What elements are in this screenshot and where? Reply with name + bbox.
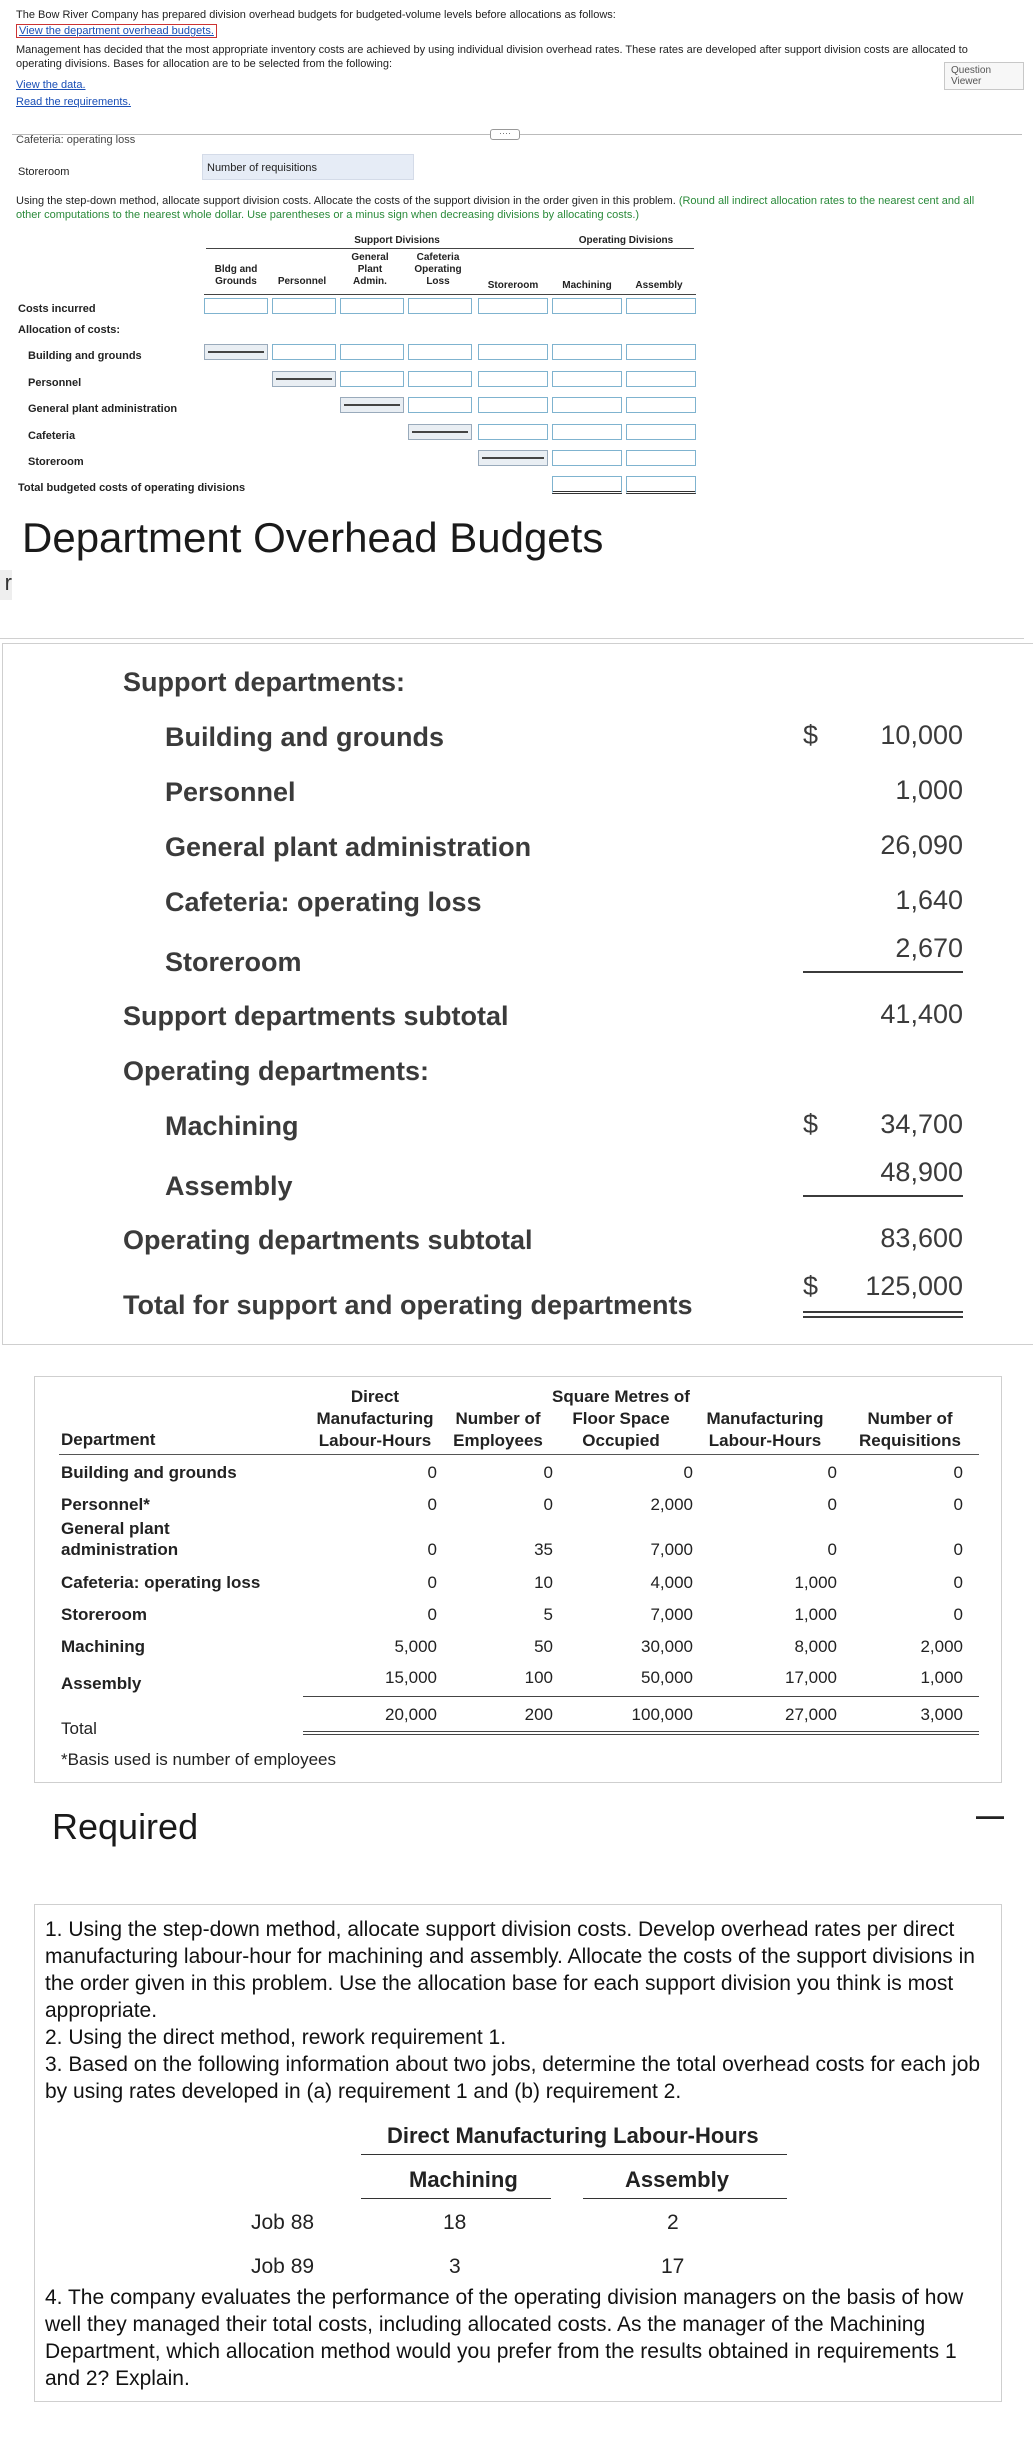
- cost-input-storeroom[interactable]: [478, 298, 548, 314]
- data-cell: 0: [953, 1540, 963, 1559]
- data-dept-machining: Machining: [61, 1637, 146, 1656]
- support-subtotal-value: 41,400: [880, 999, 963, 1029]
- alloc-personnel-machining[interactable]: [552, 371, 622, 387]
- operating-divisions-rule: [476, 248, 694, 249]
- jobs-col-rule-assembly: [583, 2198, 787, 2199]
- data-cell: 5: [543, 1605, 553, 1624]
- cost-input-personnel[interactable]: [272, 298, 336, 314]
- budget-label-assembly: Assembly: [165, 1171, 293, 1201]
- budget-dollar-machining: $: [803, 1109, 819, 1139]
- col-machining: Machining: [562, 280, 612, 291]
- header-mlh-1: Manufacturing: [706, 1409, 824, 1428]
- alloc-gpa-assembly[interactable]: [626, 397, 696, 413]
- operating-subtotal-value: 83,600: [880, 1223, 963, 1253]
- total-double-rule-2: [303, 1734, 979, 1735]
- alloc-bldg-gpa[interactable]: [340, 344, 404, 360]
- header-requisitions: [845, 1408, 975, 1452]
- cost-input-machining[interactable]: [552, 298, 622, 314]
- requirements-panel: [34, 1904, 1002, 2402]
- instruction-text: [16, 194, 1016, 222]
- support-divisions-header: Support Divisions: [354, 235, 440, 246]
- data-cell: 1,000: [794, 1573, 837, 1592]
- data-cell: 50: [534, 1637, 553, 1656]
- total-double-underline-1: [803, 1311, 963, 1313]
- row-personnel: Personnel: [28, 377, 82, 389]
- header-mlh-2: Labour-Hours: [708, 1431, 822, 1450]
- budgets-panel: [2, 643, 1033, 1345]
- data-dept-assembly: Assembly: [61, 1674, 142, 1693]
- alloc-personnel-storeroom[interactable]: [478, 371, 548, 387]
- data-cell: 0: [543, 1495, 553, 1514]
- alloc-storeroom-machining[interactable]: [552, 450, 622, 466]
- cut-off-row-label: Cafeteria: operating loss: [16, 134, 136, 146]
- cut-off-row: [16, 134, 216, 149]
- alloc-personnel-assembly[interactable]: [626, 371, 696, 387]
- col-general-plant-admin: [338, 252, 402, 288]
- data-cell: 0: [827, 1540, 837, 1559]
- data-cell: 100,000: [631, 1705, 693, 1724]
- data-dept-personnel: Personnel*: [61, 1495, 150, 1514]
- job-89-assembly: 17: [661, 2255, 685, 2278]
- management-line-2: operating divisions. Bases for allocation are to be selected from the following:: [16, 58, 393, 70]
- budgets-divider: [0, 638, 1024, 639]
- row-general-plant-admin: General plant administration: [28, 403, 178, 415]
- data-cell: 0: [953, 1495, 963, 1514]
- data-cell: 2,000: [920, 1637, 963, 1656]
- data-cell: 200: [524, 1705, 553, 1724]
- data-cell: 0: [953, 1573, 963, 1592]
- col-storeroom: Storeroom: [487, 280, 539, 291]
- support-underline: [803, 971, 963, 973]
- header-employees-2: Employees: [453, 1431, 543, 1450]
- budget-label-cafeteria: Cafeteria: operating loss: [165, 887, 482, 917]
- row-building-grounds: Building and grounds: [28, 350, 142, 362]
- grand-total-value: 125,000: [865, 1271, 963, 1301]
- expand-dots-button[interactable]: ····: [490, 129, 520, 140]
- header-floor-2: Floor Space: [572, 1409, 670, 1428]
- jobs-header-rule: [361, 2154, 787, 2155]
- data-cell: 0: [427, 1540, 437, 1559]
- job-88-label: Job 88: [251, 2211, 315, 2234]
- budget-label-personnel: Personnel: [165, 777, 296, 807]
- header-dmlh-2: Manufacturing: [316, 1409, 434, 1428]
- alloc-bldg-storeroom[interactable]: [478, 344, 548, 360]
- requirement-2: 2. Using the direct method, rework requirement 1.: [45, 2026, 507, 2049]
- data-cell: 2,000: [650, 1495, 693, 1514]
- instruction-parentheses-note: other computations to the nearest whole dollar. Use parentheses or a minus sign when decreasing divisions by allocating costs.): [16, 209, 640, 221]
- data-dept-bldg: Building and grounds: [61, 1463, 237, 1482]
- operating-divisions-header: Operating Divisions: [578, 235, 674, 246]
- instruction-main: Using the step-down method, allocate support division costs. Allocate the costs of the support division in the order given in this problem.: [16, 195, 676, 207]
- data-cell: 8,000: [794, 1637, 837, 1656]
- header-mlh: [695, 1408, 835, 1452]
- question-viewer-button[interactable]: Question Viewer: [944, 62, 1024, 90]
- data-dept-total: Total: [61, 1719, 97, 1738]
- header-req-1: Number of: [867, 1409, 953, 1428]
- header-floor-3: Occupied: [582, 1431, 660, 1450]
- storeroom-basis-field[interactable]: [202, 154, 414, 180]
- data-cell: 1,000: [794, 1605, 837, 1624]
- col-gpa-line3: Admin.: [353, 276, 387, 287]
- data-cell: 27,000: [785, 1705, 837, 1724]
- budget-label-bldg: Building and grounds: [165, 722, 444, 752]
- alloc-bldg-cafeteria[interactable]: [408, 344, 472, 360]
- alloc-storeroom-assembly[interactable]: [626, 450, 696, 466]
- budget-value-gpa: 26,090: [880, 830, 963, 860]
- total-assembly-input[interactable]: [626, 476, 696, 494]
- cost-input-bldg[interactable]: [204, 298, 268, 314]
- jobs-col-rule-machining: [361, 2198, 551, 2199]
- data-cell: 0: [953, 1463, 963, 1482]
- data-cell: 10: [534, 1573, 553, 1592]
- requirement-4: 4. The company evaluates the performance of the operating division managers on the basis of how well they managed their total costs, including allocated costs. As the manager of the Machining Department, which allocation method would you prefer from the results obtained in requirements 1 and 2? Explain.: [45, 2286, 964, 2390]
- data-dept-gpa-1: General plant: [61, 1519, 170, 1538]
- data-cell: 0: [827, 1495, 837, 1514]
- total-double-underline-2: [803, 1316, 963, 1318]
- budget-value-machining: 34,700: [880, 1109, 963, 1139]
- row-allocation-of-costs: Allocation of costs:: [18, 324, 121, 336]
- job-88-machining: 18: [443, 2211, 467, 2234]
- view-budgets-link[interactable]: View the department overhead budgets.: [16, 24, 217, 38]
- storeroom-basis-label: Storeroom: [18, 166, 70, 178]
- budget-dollar-bldg: $: [803, 720, 819, 750]
- alloc-gpa-machining[interactable]: [552, 397, 622, 413]
- header-req-2: Requisitions: [858, 1431, 961, 1450]
- support-divisions-rule: [206, 248, 476, 249]
- alloc-gpa-storeroom[interactable]: [478, 397, 548, 413]
- alloc-cafeteria-assembly[interactable]: [626, 424, 696, 440]
- header-floor-space: [541, 1386, 701, 1452]
- data-cell: 7,000: [650, 1605, 693, 1624]
- storeroom-basis-value: Number of requisitions: [207, 162, 318, 174]
- col-bldg-line1: Bldg and: [214, 264, 258, 275]
- header-employees-1: Number of: [455, 1409, 541, 1428]
- total-machining-input[interactable]: [552, 476, 622, 494]
- budget-value-personnel: 1,000: [895, 775, 963, 805]
- job-88-assembly: 2: [667, 2211, 679, 2234]
- budget-label-machining: Machining: [165, 1111, 299, 1141]
- data-cell: 50,000: [641, 1668, 693, 1687]
- data-cell: 7,000: [650, 1540, 693, 1559]
- operating-underline: [803, 1195, 963, 1197]
- col-gpa-line2: Plant: [357, 264, 383, 275]
- operating-departments-header: Operating departments:: [123, 1056, 430, 1086]
- header-employees: [443, 1408, 553, 1452]
- row-storeroom: Storeroom: [28, 456, 84, 468]
- requirement-3: 3. Based on the following information about two jobs, determine the total overhead costs for each job by using rates developed in (a) requirement 1 and (b) requirement 2.: [45, 2053, 981, 2103]
- data-table-panel: [34, 1376, 1002, 1783]
- data-cell: 3,000: [920, 1705, 963, 1724]
- data-cell: 0: [683, 1463, 693, 1482]
- column-header-rule: [204, 294, 696, 295]
- data-cell: 0: [427, 1495, 437, 1514]
- col-assembly: Assembly: [635, 280, 683, 291]
- alloc-cafeteria-cafeteria[interactable]: [408, 424, 472, 440]
- header-dmlh-1: Direct: [350, 1387, 400, 1406]
- alloc-personnel-cafeteria[interactable]: [408, 371, 472, 387]
- data-cell: 0: [543, 1463, 553, 1482]
- cost-input-cafeteria[interactable]: [408, 298, 472, 314]
- total-rule: [303, 1696, 979, 1697]
- alloc-bldg-personnel[interactable]: [272, 344, 336, 360]
- total-double-rule-1: [303, 1731, 979, 1732]
- data-cell: 20,000: [385, 1705, 437, 1724]
- budget-value-cafeteria: 1,640: [895, 885, 963, 915]
- management-line-1: Management has decided that the most appropriate inventory costs are achieved by using individual division overhead rates. These rates are developed after support division costs are allocated to: [16, 44, 968, 56]
- row-cafeteria: Cafeteria: [28, 430, 76, 442]
- alloc-bldg-machining[interactable]: [552, 344, 622, 360]
- jobs-col-assembly: Assembly: [625, 2167, 729, 2192]
- data-cell: 30,000: [641, 1637, 693, 1656]
- operating-subtotal-label: Operating departments subtotal: [123, 1225, 533, 1255]
- alloc-cafeteria-storeroom[interactable]: [478, 424, 548, 440]
- cost-input-assembly[interactable]: [626, 298, 696, 314]
- support-subtotal-label: Support departments subtotal: [123, 1001, 509, 1031]
- minimize-button[interactable]: —: [976, 1800, 1004, 1831]
- col-gpa-line1: General: [351, 252, 389, 263]
- instruction-round-note: (Round all indirect allocation rates to the nearest cent and all: [678, 195, 975, 207]
- data-dept-gpa: [61, 1518, 178, 1560]
- jobs-col-machining: Machining: [409, 2167, 518, 2192]
- read-requirements-link[interactable]: Read the requirements.: [16, 96, 131, 108]
- header-department: Department: [61, 1430, 156, 1449]
- col-cafeteria: [406, 252, 470, 288]
- header-floor-1: Square Metres of: [552, 1387, 690, 1406]
- data-cell: 5,000: [394, 1637, 437, 1656]
- alloc-bldg-assembly[interactable]: [626, 344, 696, 360]
- data-cell: 0: [427, 1573, 437, 1592]
- data-cell: 35: [534, 1540, 553, 1559]
- row-costs-incurred: Costs incurred: [18, 303, 96, 315]
- data-dept-gpa-2: administration: [61, 1540, 179, 1559]
- required-title: Required: [52, 1806, 199, 1847]
- alloc-personnel-gpa[interactable]: [340, 371, 404, 387]
- row-total-budgeted: Total budgeted costs of operating divisions: [18, 482, 246, 494]
- budget-label-storeroom: Storeroom: [165, 947, 302, 977]
- budget-value-bldg: 10,000: [880, 720, 963, 750]
- alloc-gpa-gpa[interactable]: [340, 397, 404, 413]
- data-cell: 1,000: [920, 1668, 963, 1687]
- grand-total-label: Total for support and operating departments: [123, 1290, 693, 1320]
- budget-value-assembly: 48,900: [880, 1157, 963, 1187]
- col-cafeteria-line3: Loss: [426, 276, 450, 287]
- management-text: [16, 43, 1006, 71]
- alloc-personnel-personnel[interactable]: [272, 371, 336, 387]
- requirement-1: 1. Using the step-down method, allocate support division costs. Develop overhead rates per direct manufacturing labour-hour for machining and assembly. Allocate the costs of the support divisions in the order given in this problem. Use the allocation base for each support division you think is most appropriate.: [45, 1918, 975, 2022]
- data-dept-cafeteria: Cafeteria: operating loss: [61, 1573, 261, 1592]
- data-cell: 17,000: [785, 1668, 837, 1687]
- budget-value-storeroom: 2,670: [895, 933, 963, 963]
- grand-total-dollar: $: [803, 1271, 819, 1301]
- budgets-title: Department Overhead Budgets: [22, 514, 604, 561]
- data-dept-storeroom: Storeroom: [61, 1605, 147, 1624]
- data-cell: 0: [427, 1605, 437, 1624]
- alloc-bldg-bldg[interactable]: [204, 344, 268, 360]
- alloc-storeroom-storeroom[interactable]: [478, 450, 548, 466]
- col-cafeteria-line2: Operating: [414, 264, 462, 275]
- header-rule: [59, 1454, 979, 1455]
- view-data-link[interactable]: View the data.: [16, 79, 86, 91]
- alloc-cafeteria-machining[interactable]: [552, 424, 622, 440]
- job-89-machining: 3: [449, 2255, 461, 2278]
- data-cell: 100: [524, 1668, 553, 1687]
- data-cell: 0: [827, 1463, 837, 1482]
- header-dmlh-3: Labour-Hours: [318, 1431, 432, 1450]
- footnote: *Basis used is number of employees: [61, 1750, 336, 1769]
- side-tab[interactable]: r: [0, 570, 12, 600]
- jobs-header: Direct Manufacturing Labour-Hours: [387, 2123, 759, 2148]
- data-cell: 4,000: [650, 1573, 693, 1592]
- col-personnel: Personnel: [277, 276, 327, 287]
- col-bldg-line2: Grounds: [215, 276, 257, 287]
- support-departments-header: Support departments:: [123, 667, 406, 697]
- col-bldg-grounds: [204, 264, 268, 288]
- budget-label-gpa: General plant administration: [165, 832, 532, 862]
- col-cafeteria-line1: Cafeteria: [416, 252, 460, 263]
- data-cell: 0: [427, 1463, 437, 1482]
- data-cell: 15,000: [385, 1668, 437, 1687]
- cost-input-gpa[interactable]: [340, 298, 404, 314]
- header-dmlh: [295, 1386, 455, 1452]
- job-89-label: Job 89: [251, 2255, 315, 2278]
- alloc-gpa-cafeteria[interactable]: [408, 397, 472, 413]
- data-cell: 0: [953, 1605, 963, 1624]
- intro-text: The Bow River Company has prepared division overhead budgets for budgeted-volume levels before allocations as follows:: [16, 9, 616, 21]
